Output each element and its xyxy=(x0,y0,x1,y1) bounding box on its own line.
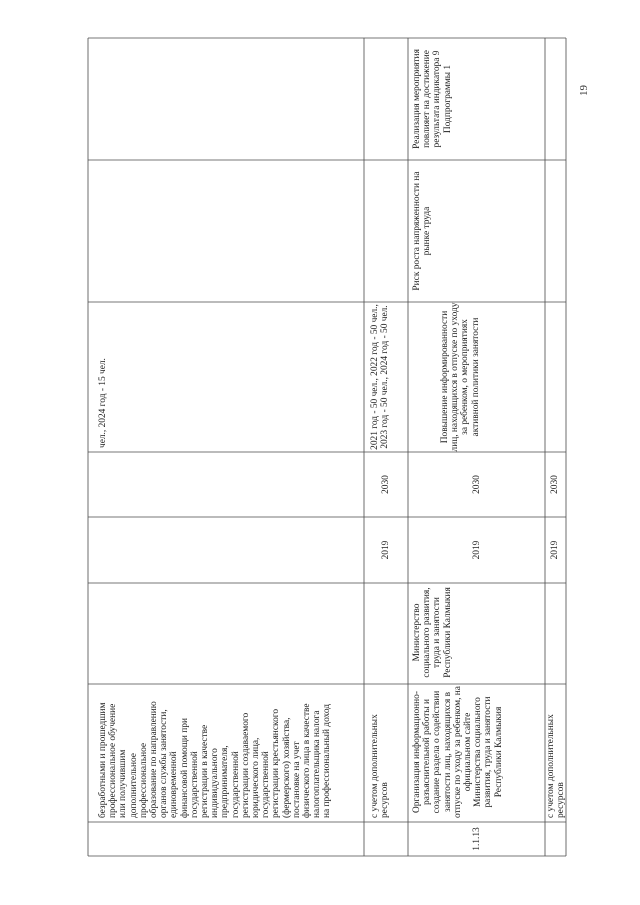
prev-activity-line: регистрации создаваемого xyxy=(240,712,251,818)
resources-2-end-year: 2030 xyxy=(550,475,560,494)
resources-1-start-year: 2019 xyxy=(381,540,391,560)
resources-1-label: с учетом дополнительных ресурсов xyxy=(370,714,391,818)
prev-activity-line: государственной xyxy=(189,751,200,818)
prev-activity-line: постановке на учет xyxy=(291,741,302,818)
resources-2-start-year: 2019 xyxy=(550,540,560,560)
prev-activity-line: (фермерского) хозяйства, xyxy=(281,717,292,818)
row-1113-link: Реализация мероприятия повлияет на достижение результата индикатора 9 Подпрограммы 1 xyxy=(412,49,453,149)
prev-activity-line: регистрации в качестве xyxy=(200,724,211,818)
row-1113-start-year: 2019 xyxy=(472,540,482,560)
resources-1-end-year: 2030 xyxy=(381,475,391,494)
row-1113-number: 1.1.13 xyxy=(472,827,482,851)
page-number: 19 xyxy=(578,85,590,96)
prev-activity-line: индивидуального xyxy=(210,748,221,818)
row-1113-risk: Риск роста напряженности на рынке труда xyxy=(412,171,433,291)
prev-activity-line: безработными и прошедшим xyxy=(98,702,108,818)
row-1113-executor: Министерство социального развития, труда и занятости Республики Калмыкия xyxy=(412,587,453,678)
prev-activity-line: финансовой помощи при xyxy=(179,718,190,818)
prev-activity-line: государственной xyxy=(230,751,241,818)
prev-activity-line: органов службы занятости, xyxy=(159,709,170,818)
prev-activity-line: государственной xyxy=(261,751,272,818)
resources-1-indicator: 2021 год - 50 чел., 2022 год - 50 чел., 2023 год - 50 чел., 2024 год - 50 чел. xyxy=(370,304,391,450)
prev-activity-line: дополнительное xyxy=(128,753,139,818)
prev-activity-line: налогоплательщика налога xyxy=(312,710,323,818)
prev-activity-line: профессиональное xyxy=(138,742,149,818)
resources-2-label: с учетом дополнительных ресурсов xyxy=(546,714,567,818)
row-1113-result: Повышение информированности лиц, находящихся в отпуске по уходу за ребенком, о мероприятиях активной политики занятости xyxy=(440,302,481,452)
prev-indicator-text: чел., 2024 год - 15 чел. xyxy=(98,358,108,448)
prev-activity-line: или получившим xyxy=(118,749,129,818)
prev-activity-line: регистрации крестьянского xyxy=(271,708,282,818)
prev-activity-text xyxy=(98,686,333,818)
prev-activity-line: юридического лица, xyxy=(251,737,262,818)
prev-activity-line: единовременной xyxy=(169,751,180,818)
prev-activity-line: на профессиональный доход xyxy=(322,703,333,818)
row-1113-end-year: 2030 xyxy=(472,475,482,494)
prev-activity-line: предпринимателя, xyxy=(220,745,231,818)
row-1113-activity: Организация информационно-разъяснительной работы и создание раздела о содействии занятости лиц, находящихся в отпуске по уходу за ребенком, на официальном сайте Министерства социального развития, труда и занятости Республики Калмыкия xyxy=(412,686,504,818)
prev-activity-line: образование по направлению xyxy=(149,701,160,818)
prev-activity-line: профессиональное обучение xyxy=(108,703,119,818)
prev-activity-line: физического лица в качестве xyxy=(302,703,313,818)
